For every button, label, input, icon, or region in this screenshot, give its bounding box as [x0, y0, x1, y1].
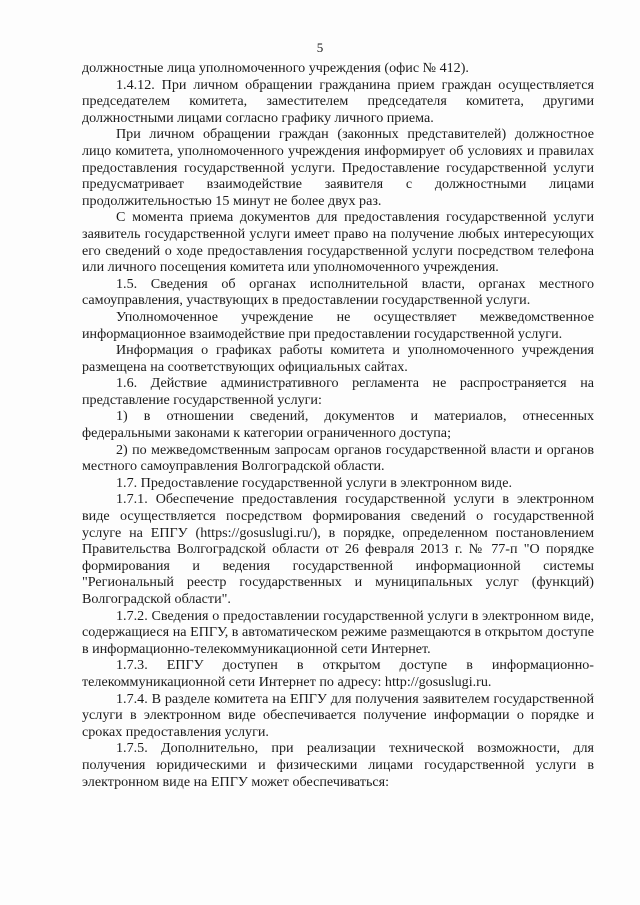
paragraph: 1.6. Действие административного регламента не распространяется на представление государственной услуги: [82, 375, 594, 408]
paragraph: 1.7.5. Дополнительно, при реализации технической возможности, для получения юридическими и физическими лицами государственной услуги в электронном виде на ЕПГУ может обеспечиваться: [82, 740, 594, 790]
paragraph: 1.7.1. Обеспечение предоставления государственной услуги в электронном виде осуществляется посредством формирования сведений о государственной услуге на ЕПГУ (https://gosuslugi.ru/), в порядке, определенном постановлением Правительства Волгоградской области от 26 февраля 2013 г. № 77-п "О порядке формирования и ведения государственной информационной системы "Региональный реестр государственных и муниципальных услуг (функций) Волгоградской области". [82, 491, 594, 607]
paragraph: должностные лица уполномоченного учреждения (офис № 412). [82, 60, 469, 76]
paragraph: 1) в отношении сведений, документов и материалов, отнесенных федеральными законами к категории ограниченного доступа; [82, 408, 594, 442]
paragraph: 1.4.12. При личном обращении гражданина прием граждан осуществляется председателем комитета, заместителем председателя комитета, другими должностными лицами согласно графику личного приема. [82, 76, 594, 126]
document-body [82, 60, 594, 790]
paragraph: При личном обращении граждан (законных представителей) должностное лицо комитета, уполномоченного учреждения информирует об условиях и правилах предоставления государственной услуги. Предоставление государственной услуги предусматривает взаимодействие заявителя с должностными лицами продолжительностью 15 минут не более двух раз. [82, 126, 594, 209]
paragraph: 1.5. Сведения об органах исполнительной власти, органах местного самоуправления, участвующих в предоставлении государственной услуги. [82, 275, 594, 309]
paragraph: 2) по межведомственным запросам органов государственной власти и органов местного самоуправления Волгоградской области. [82, 441, 594, 475]
paragraph: С момента приема документов для предоставления государственной услуги заявитель государственной услуги имеет право на получение любых интересующих его сведений о ходе предоставления государственной услуги посредством телефона или личного посещения комитета или уполномоченного учреждения. [82, 209, 594, 276]
paragraph: 1.7.2. Сведения о предоставлении государственной услуги в электронном виде, содержащиеся на ЕПГУ, в автоматическом режиме размещаются в открытом доступе в информационно-телекоммуникационной сети Интернет. [82, 607, 594, 657]
paragraph: 1.7.4. В разделе комитета на ЕПГУ для получения заявителем государственной услуги в электронном виде обеспечивается получение информации о порядке и сроках предоставления услуги. [82, 690, 594, 740]
paragraph: 1.7. Предоставление государственной услуги в электронном виде. [116, 474, 512, 491]
page-number: 5 [316, 40, 324, 55]
paragraph: Уполномоченное учреждение не осуществляет межведомственное информационное взаимодействие при предоставлении государственной услуги. [82, 308, 594, 342]
paragraph: 1.7.3. ЕПГУ доступен в открытом доступе в информационно-телекоммуникационной сети Интернет по адресу: http://gosuslugi.ru. [82, 657, 594, 690]
paragraph: Информация о графиках работы комитета и уполномоченного учреждения размещена на соответствующих официальных сайтах. [82, 342, 594, 375]
